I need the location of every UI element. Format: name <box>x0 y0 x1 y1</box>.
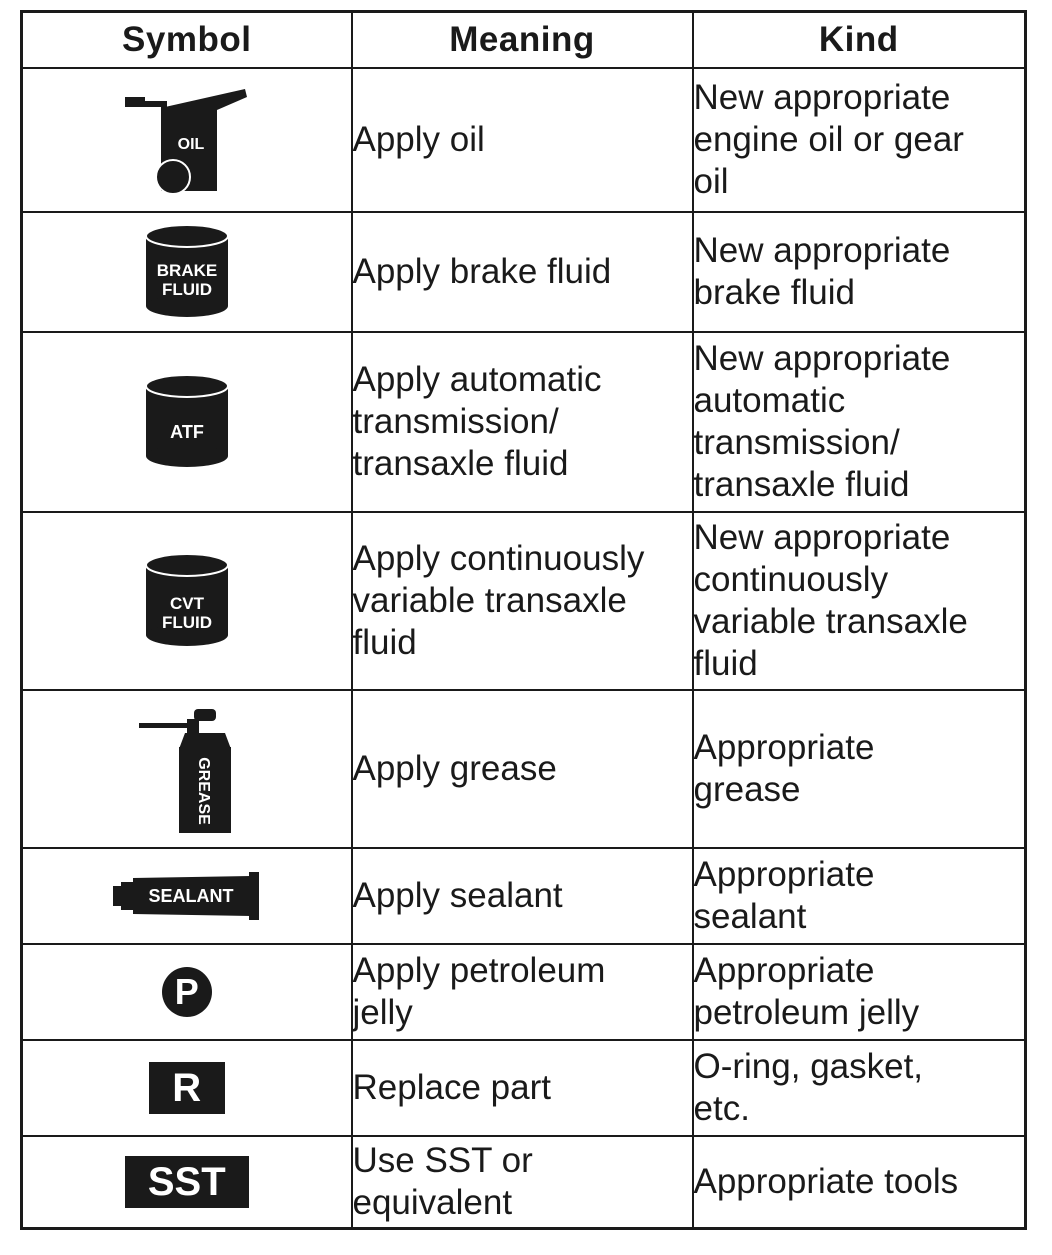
header-symbol: Symbol <box>22 12 352 69</box>
meaning-line: fluid <box>352 623 417 662</box>
oil-can-icon <box>117 85 257 195</box>
kind-cell <box>693 690 1026 848</box>
kind-line: variable transaxle <box>693 602 968 641</box>
meaning-cell <box>352 212 693 332</box>
symbol-cell <box>22 332 352 512</box>
symbol-cell <box>22 1136 352 1228</box>
symbol-cell <box>22 1040 352 1136</box>
meaning-cell <box>352 690 693 848</box>
meaning-line: equivalent <box>352 1182 513 1222</box>
kind-line: New appropriate <box>693 339 951 378</box>
symbol-cell <box>22 690 352 848</box>
meaning-line: Apply petroleum <box>352 951 606 990</box>
cvt-fluid-can-icon <box>142 553 232 649</box>
meaning-line: variable transaxle <box>352 581 627 620</box>
kind-cell <box>693 212 1026 332</box>
fluid-label: FLUID <box>161 613 212 632</box>
table-row <box>22 332 1026 512</box>
kind-cell <box>693 1136 1026 1228</box>
kind-line: New appropriate <box>693 518 951 557</box>
table-row <box>22 512 1026 690</box>
kind-cell <box>693 848 1026 944</box>
kind-line: Appropriate <box>693 728 875 767</box>
meaning-cell <box>352 332 693 512</box>
kind-cell <box>693 512 1026 690</box>
kind-line: grease <box>693 770 801 809</box>
table-row <box>22 944 1026 1040</box>
meaning-line: transmission/ <box>352 402 559 441</box>
atf-can-icon <box>142 374 232 470</box>
brake-fluid-can-icon <box>142 224 232 320</box>
replace-part-icon: R <box>149 1062 225 1114</box>
meaning-line: Apply grease <box>352 749 557 788</box>
meaning-cell <box>352 1040 693 1136</box>
table-row <box>22 212 1026 332</box>
oil-label: OIL <box>177 136 205 153</box>
fluid-label: FLUID <box>161 280 212 299</box>
meaning-line: Apply automatic <box>352 360 602 399</box>
kind-line: New appropriate <box>693 231 951 270</box>
meaning-line: Use SST or <box>352 1140 533 1180</box>
symbol-cell <box>22 68 352 212</box>
meaning-line: jelly <box>352 993 413 1032</box>
meaning-line: Replace part <box>352 1068 551 1107</box>
sealant-tube-icon <box>111 870 263 922</box>
kind-cell <box>693 1040 1026 1136</box>
brake-label: BRAKE <box>156 261 217 280</box>
meaning-line: Apply sealant <box>352 876 563 915</box>
table-row <box>22 1040 1026 1136</box>
symbol-legend-table <box>20 10 1027 1230</box>
grease-label: GREASE <box>194 757 212 825</box>
kind-cell <box>693 944 1026 1040</box>
cvt-label: CVT <box>169 594 204 613</box>
kind-line: Appropriate <box>693 951 875 990</box>
atf-label: ATF <box>169 422 204 442</box>
table-row <box>22 1136 1026 1228</box>
header-kind: Kind <box>693 12 1026 69</box>
header-meaning: Meaning <box>352 12 693 69</box>
kind-line: petroleum jelly <box>693 993 920 1032</box>
kind-line: continuously <box>693 560 889 599</box>
kind-line: Appropriate tools <box>693 1161 959 1201</box>
meaning-cell <box>352 1136 693 1228</box>
kind-line: fluid <box>693 644 758 683</box>
meaning-cell <box>352 944 693 1040</box>
sst-icon: SST <box>125 1156 249 1208</box>
symbol-cell <box>22 212 352 332</box>
kind-line: oil <box>693 162 729 201</box>
kind-line: transaxle fluid <box>693 465 910 504</box>
kind-cell <box>693 68 1026 212</box>
kind-line: automatic <box>693 381 846 420</box>
meaning-line: Apply brake fluid <box>352 252 612 291</box>
meaning-line: Apply oil <box>352 120 485 159</box>
meaning-cell <box>352 512 693 690</box>
petroleum-jelly-icon: P <box>162 967 212 1017</box>
symbol-cell <box>22 944 352 1040</box>
table-row <box>22 848 1026 944</box>
grease-gun-icon <box>137 703 237 835</box>
kind-line: New appropriate <box>693 78 951 117</box>
kind-line: engine oil or gear <box>693 120 964 159</box>
symbol-cell <box>22 512 352 690</box>
kind-line: O-ring, gasket, <box>693 1047 924 1086</box>
meaning-line: Apply continuously <box>352 539 645 578</box>
table-row <box>22 68 1026 212</box>
meaning-cell <box>352 848 693 944</box>
sealant-label: SEALANT <box>148 886 234 906</box>
table-row <box>22 690 1026 848</box>
kind-line: sealant <box>693 897 807 936</box>
kind-line: brake fluid <box>693 273 855 312</box>
kind-line: etc. <box>693 1089 750 1128</box>
meaning-line: transaxle fluid <box>352 444 569 483</box>
kind-line: Appropriate <box>693 855 875 894</box>
kind-line: transmission/ <box>693 423 900 462</box>
kind-cell <box>693 332 1026 512</box>
meaning-cell <box>352 68 693 212</box>
header-row <box>22 12 1026 69</box>
symbol-cell <box>22 848 352 944</box>
